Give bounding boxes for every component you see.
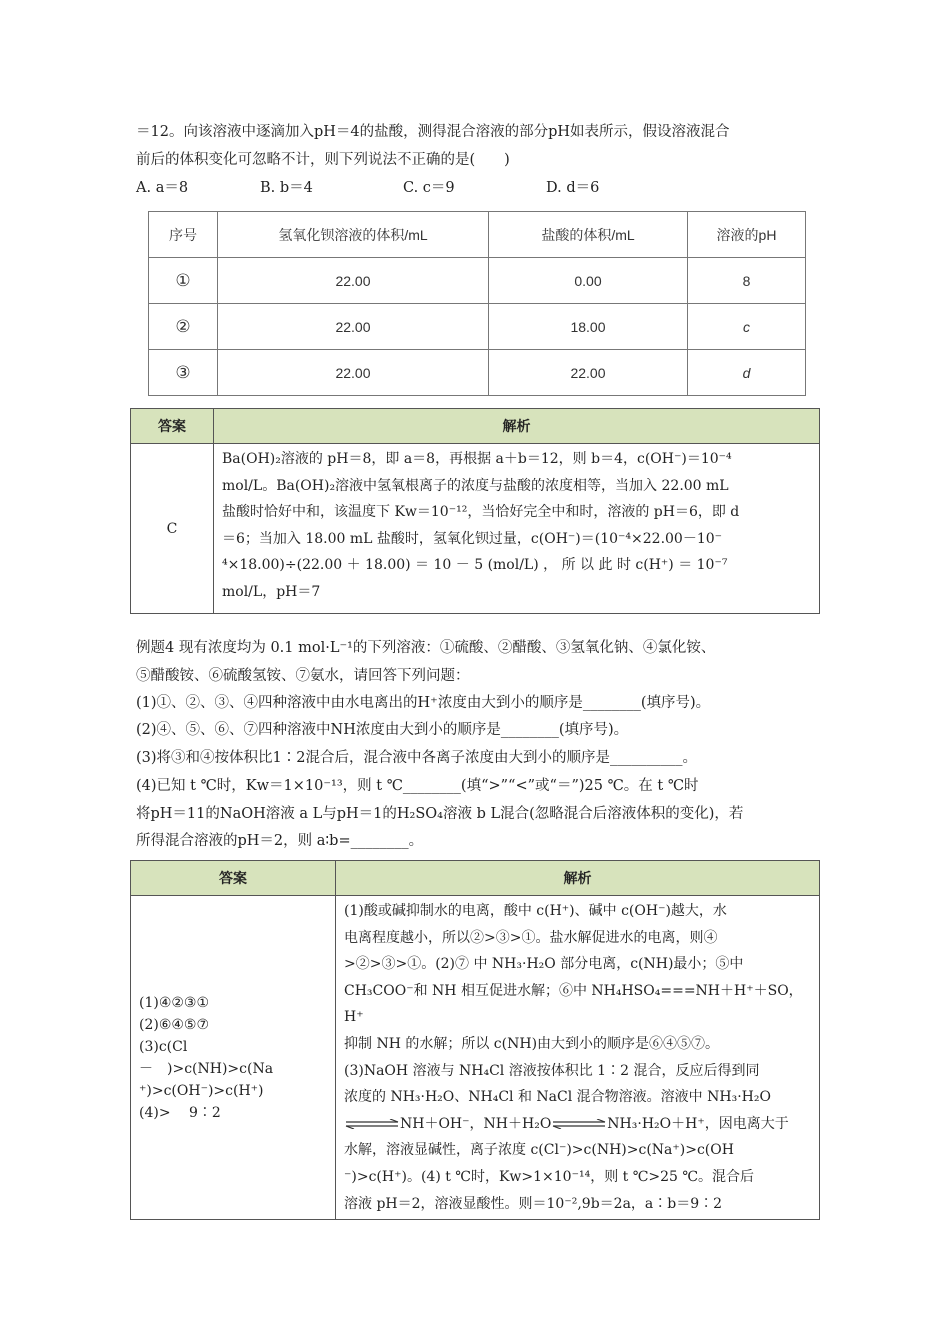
analysis-line-equilibrium: [344, 1111, 811, 1138]
answer-value: C: [131, 444, 214, 614]
option-b: B. b＝4: [260, 180, 313, 196]
analysis-line: Ba(OH)₂溶液的 pH＝8，即 a＝8，再根据 a＋b＝12，则 b＝4，c(OH⁻)＝10⁻⁴: [222, 451, 732, 467]
question-line-2: 前后的体积变化可忽略不计，则下列说法不正确的是( ): [136, 152, 510, 168]
analysis-header: 解析: [214, 409, 820, 444]
example4-line: (3)将③和④按体积比1∶2混合后，混合液中各离子浓度由大到小的顺序是__________。: [136, 750, 697, 766]
table-row: [149, 304, 806, 350]
answer-header: 答案: [131, 409, 214, 444]
example4-line: (4)已知 t ℃时，Kw＝1×10⁻¹³，则 t ℃________(填“>”“<”或“＝”)25 ℃。在 t ℃时: [136, 778, 699, 794]
cell-hcl: 22.00: [489, 350, 688, 396]
answer-line: (3)c(Cl － )>c(NH)>c(Na: [139, 1038, 274, 1077]
question-line-1: ＝12。向该溶液中逐滴加入pH＝4的盐酸，测得混合溶液的部分pH如表所示，假设溶液混合: [136, 124, 730, 140]
answer-table-1: [130, 408, 820, 614]
analysis-line: ＝6；当加入 18.00 mL 盐酸时，氢氧化钡过量，c(OH⁻)＝(10⁻⁴×22.00－10⁻: [222, 530, 723, 547]
example4-line: ⑤醋酸铵、⑥硫酸氢铵、⑦氨水，请回答下列问题：: [136, 668, 470, 684]
cell-baoh: 22.00: [218, 258, 489, 304]
equilibrium-arrow-icon: [344, 1119, 400, 1129]
answer-values: [131, 896, 336, 1220]
cell-ph: c: [688, 304, 806, 350]
cell-index: ②: [149, 304, 218, 350]
option-c: C. c＝9: [403, 180, 455, 196]
analysis-segment: NH＋OH⁻，NH＋H₂O: [400, 1115, 552, 1132]
option-d: D. d＝6: [546, 180, 600, 196]
analysis-line: 水解，溶液显碱性，离子浓度 c(Cl⁻)>c(NH)>c(Na⁺)>c(OH: [344, 1142, 734, 1159]
analysis-line: 电离程度越小，所以②>③>①。盐水解促进水的电离，则④: [344, 929, 718, 946]
analysis-line: (3)NaOH 溶液与 NH₄Cl 溶液按体积比 1∶2 混合，反应后得到同: [344, 1062, 760, 1079]
analysis-line: 盐酸时恰好中和，该温度下 Kw＝10⁻¹²，当恰好完全中和时，溶液的 pH＝6，即 d: [222, 504, 740, 521]
analysis-line: 浓度的 NH₃·H₂O、NH₄Cl 和 NaCl 混合物溶液。溶液中 NH₃·H₂O: [344, 1089, 771, 1106]
answer-line: (4)> 9∶2: [139, 1104, 221, 1121]
option-a: A. a＝8: [136, 180, 189, 196]
cell-baoh: 22.00: [218, 304, 489, 350]
cell-ph: 8: [688, 258, 806, 304]
example4-line: (1)①、②、③、④四种溶液中由水电离出的H⁺浓度由大到小的顺序是________(填序号)。: [136, 695, 711, 711]
table-row: [149, 350, 806, 396]
example4-line: (2)④、⑤、⑥、⑦四种溶液中NH浓度由大到小的顺序是________(填序号)。: [136, 722, 629, 738]
options-row: [136, 178, 599, 198]
analysis-line: ⁴×18.00)÷(22.00 ＋ 18.00) ＝ 10 － 5 (mol/L) ， 所 以 此 时 c(H⁺) ＝ 10⁻⁷: [222, 557, 728, 574]
answer-line: (2)⑥④⑤⑦: [139, 1016, 210, 1033]
example4-line: 所得混合溶液的pH＝2，则 a∶b=________。: [136, 833, 424, 849]
cell-hcl: 0.00: [489, 258, 688, 304]
header-baoh-volume: 氢氧化钡溶液的体积/mL: [218, 212, 489, 258]
analysis-line: >②>③>①。(2)⑦ 中 NH₃·H₂O 部分电离，c(NH)最小；⑤中: [344, 956, 744, 973]
answer-header: 答案: [131, 861, 336, 896]
header-ph: 溶液的pH: [688, 212, 806, 258]
analysis-line: CH₃COO⁻和 NH 相互促进水解；⑥中 NH₄HSO₄===NH＋H⁺＋SO，H⁺: [344, 982, 803, 1026]
header-index: 序号: [149, 212, 218, 258]
analysis-line: mol/L，pH＝7: [222, 583, 321, 600]
analysis-line: 抑制 NH 的水解；所以 c(NH)由大到小的顺序是⑥④⑤⑦。: [344, 1035, 720, 1052]
analysis-text: [336, 896, 820, 1220]
cell-hcl: 18.00: [489, 304, 688, 350]
example4-line: 例题4 现有浓度均为 0.1 mol·L⁻¹的下列溶液：①硫酸、②醋酸、③氢氧化钠、④氯化铵、: [136, 640, 716, 656]
answer-table-2: [130, 860, 820, 1220]
data-table-header-row: [149, 212, 806, 258]
answer-line: (1)④②③①: [139, 994, 210, 1011]
table-row: [149, 258, 806, 304]
analysis-line: 溶液 pH＝2，溶液显酸性。则＝10⁻²,9b＝2a，a∶b＝9∶2: [344, 1195, 723, 1212]
equilibrium-arrow-icon: [551, 1119, 607, 1129]
answer-line: ⁺)>c(OH⁻)>c(H⁺): [139, 1082, 264, 1099]
header-hcl-volume: 盐酸的体积/mL: [489, 212, 688, 258]
example4-line: 将pH＝11的NaOH溶液 a L与pH＝1的H₂SO₄溶液 b L混合(忽略混合后溶液体积的变化)，若: [136, 806, 744, 822]
analysis-header: 解析: [336, 861, 820, 896]
analysis-segment: NH₃·H₂O＋H⁺，因电离大于: [607, 1115, 789, 1132]
data-table: [148, 211, 806, 396]
analysis-line: (1)酸或碱抑制水的电离，酸中 c(H⁺)、碱中 c(OH⁻)越大，水: [344, 903, 727, 919]
cell-index: ③: [149, 350, 218, 396]
cell-index: ①: [149, 258, 218, 304]
analysis-line: mol/L。Ba(OH)₂溶液中氢氧根离子的浓度与盐酸的浓度相等，当加入 22.00 mL: [222, 477, 729, 494]
analysis-line: ⁻)>c(H⁺)。(4) t ℃时，Kw>1×10⁻¹⁴，则 t ℃>25 ℃。混合后: [344, 1168, 755, 1185]
cell-baoh: 22.00: [218, 350, 489, 396]
analysis-text: [214, 444, 820, 614]
cell-ph: d: [688, 350, 806, 396]
